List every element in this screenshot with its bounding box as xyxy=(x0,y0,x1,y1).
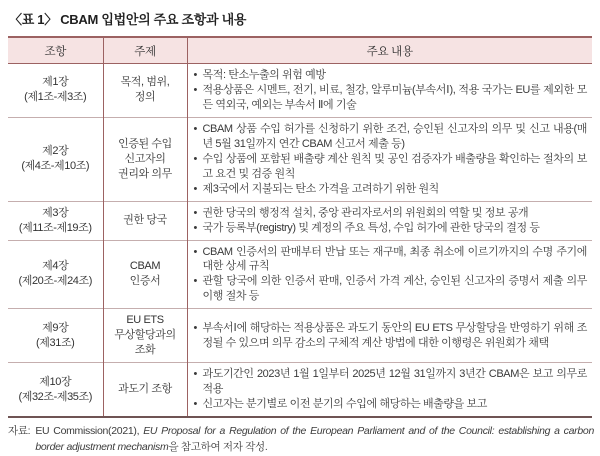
cbam-provisions-table xyxy=(8,36,592,418)
bullet-icon: • xyxy=(193,221,197,234)
bullet-icon: • xyxy=(193,245,197,258)
content-bullet-item xyxy=(194,152,588,182)
topic-cell: EU ETS 무상할당과의 조화 xyxy=(103,309,187,363)
content-bullet-item xyxy=(194,321,588,351)
content-text: 관할 당국에 의한 인증서 판매, 인증서 가격 계산, 승인된 신고자의 증명서 제출 의무 이행 절차 등 xyxy=(202,275,587,303)
topic-cell: 목적, 범위, 정의 xyxy=(103,64,187,118)
table-title: 〈표 1〉 CBAM 입법안의 주요 조항과 내용 xyxy=(9,12,247,27)
topic-cell: 인증된 수입 신고자의 권리와 의무 xyxy=(103,117,187,201)
table-row xyxy=(8,201,592,240)
content-cell xyxy=(187,117,592,201)
content-text: 국가 등록부(registry) 및 계정의 주요 특성, 수입 허가에 관한 당국의 결정 등 xyxy=(202,221,540,234)
content-bullet-item xyxy=(194,182,588,197)
content-text: CBAM 인증서의 판매부터 반납 또는 재구매, 최종 취소에 이르기까지의 수명 주기에 대한 상세 규칙 xyxy=(202,245,587,273)
bullet-icon: • xyxy=(193,122,197,135)
article-cell: 제1장 (제1조-제3조) xyxy=(8,64,103,118)
bullet-icon: • xyxy=(193,69,197,81)
article-cell: 제2장 (제4조-제10조) xyxy=(8,117,103,201)
topic-cell: CBAM 인증서 xyxy=(103,240,187,309)
content-cell xyxy=(187,64,592,118)
source-reference-title: EU Proposal for a Regulation of the European Parliament and of the Council: establishing a carbon border adjustment mechanism xyxy=(35,425,594,453)
table-row xyxy=(8,309,592,363)
bullet-icon: • xyxy=(193,152,197,165)
content-cell xyxy=(187,363,592,417)
content-text: 권한 당국의 행정적 설치, 중앙 관리자로서의 위원회의 역할 및 정보 공개 xyxy=(202,206,529,219)
article-cell: 제4장 (제20조-제24조) xyxy=(8,240,103,309)
bullet-icon: • xyxy=(193,275,197,288)
bullet-icon: • xyxy=(193,182,197,195)
content-bullet-item xyxy=(194,221,588,236)
table-row xyxy=(8,240,592,309)
header-main-content: 주요 내용 xyxy=(187,37,592,64)
content-cell xyxy=(187,201,592,240)
source-label: 자료: xyxy=(8,425,31,438)
content-bullet-item xyxy=(194,367,588,397)
content-text: 적용상품은 시멘트, 전기, 비료, 철강, 알루미늄(부속서Ⅰ), 적용 국가는 EU를 제외한 모든 역외국, 예외는 부속서 Ⅱ에 기술 xyxy=(202,83,587,111)
bullet-icon: • xyxy=(193,368,197,381)
content-text: 제3국에서 지불되는 탄소 가격을 고려하기 위한 원칙 xyxy=(202,182,439,195)
content-cell xyxy=(187,309,592,363)
table-body xyxy=(8,64,592,418)
content-bullet-item xyxy=(194,68,588,83)
article-cell: 제10장 (제32조-제35조) xyxy=(8,363,103,417)
source-post: 을 참고하여 저자 작성. xyxy=(168,440,268,453)
table-row xyxy=(8,117,592,201)
content-bullet-item xyxy=(194,206,588,221)
content-text: 부속서Ⅰ에 해당하는 적용상품은 과도기 동안의 EU ETS 무상할당을 반영하기 위해 조정될 수 있으며 의무 감소의 구체적 계산 방법에 대한 이행령은 위원회가 채택 xyxy=(202,321,587,349)
header-topic: 주제 xyxy=(103,37,187,64)
source-pre: EU Commission(2021), xyxy=(35,425,144,438)
content-text: 과도기간인 2023년 1월 1일부터 2025년 12월 31일까지 3년간 CBAM은 보고 의무로 적용 xyxy=(202,368,587,396)
content-bullet-item xyxy=(194,274,588,304)
content-text: 신고자는 분기별로 이전 분기의 수입에 해당하는 배출량을 보고 xyxy=(202,398,487,411)
header-article: 조항 xyxy=(8,37,103,64)
table-row xyxy=(8,363,592,417)
bullet-icon: • xyxy=(193,321,197,334)
content-text: 수입 상품에 포함된 배출량 계산 원칙 및 공인 검증자가 배출량을 확인하는 절차의 보고 요건 및 검증 원칙 xyxy=(202,152,587,180)
article-cell: 제9장 (제31조) xyxy=(8,309,103,363)
content-text: 목적: 탄소누출의 위험 예방 xyxy=(202,69,326,81)
bullet-icon: • xyxy=(193,83,197,96)
content-text: CBAM 상품 수입 허가를 신청하기 위한 조건, 승인된 신고자의 의무 및 신고 내용(매년 5월 31일까지 연간 CBAM 신고서 제출 등) xyxy=(202,122,587,150)
table-row xyxy=(8,64,592,118)
bullet-icon: • xyxy=(193,398,197,411)
topic-cell: 권한 당국 xyxy=(103,201,187,240)
article-cell: 제3장 (제11조-제19조) xyxy=(8,201,103,240)
table-header-row xyxy=(8,37,592,64)
content-bullet-item xyxy=(194,397,588,412)
bullet-icon: • xyxy=(193,206,197,219)
content-bullet-item xyxy=(194,122,588,152)
content-bullet-item xyxy=(194,83,588,113)
topic-cell: 과도기 조항 xyxy=(103,363,187,417)
content-cell xyxy=(187,240,592,309)
content-bullet-item xyxy=(194,245,588,275)
